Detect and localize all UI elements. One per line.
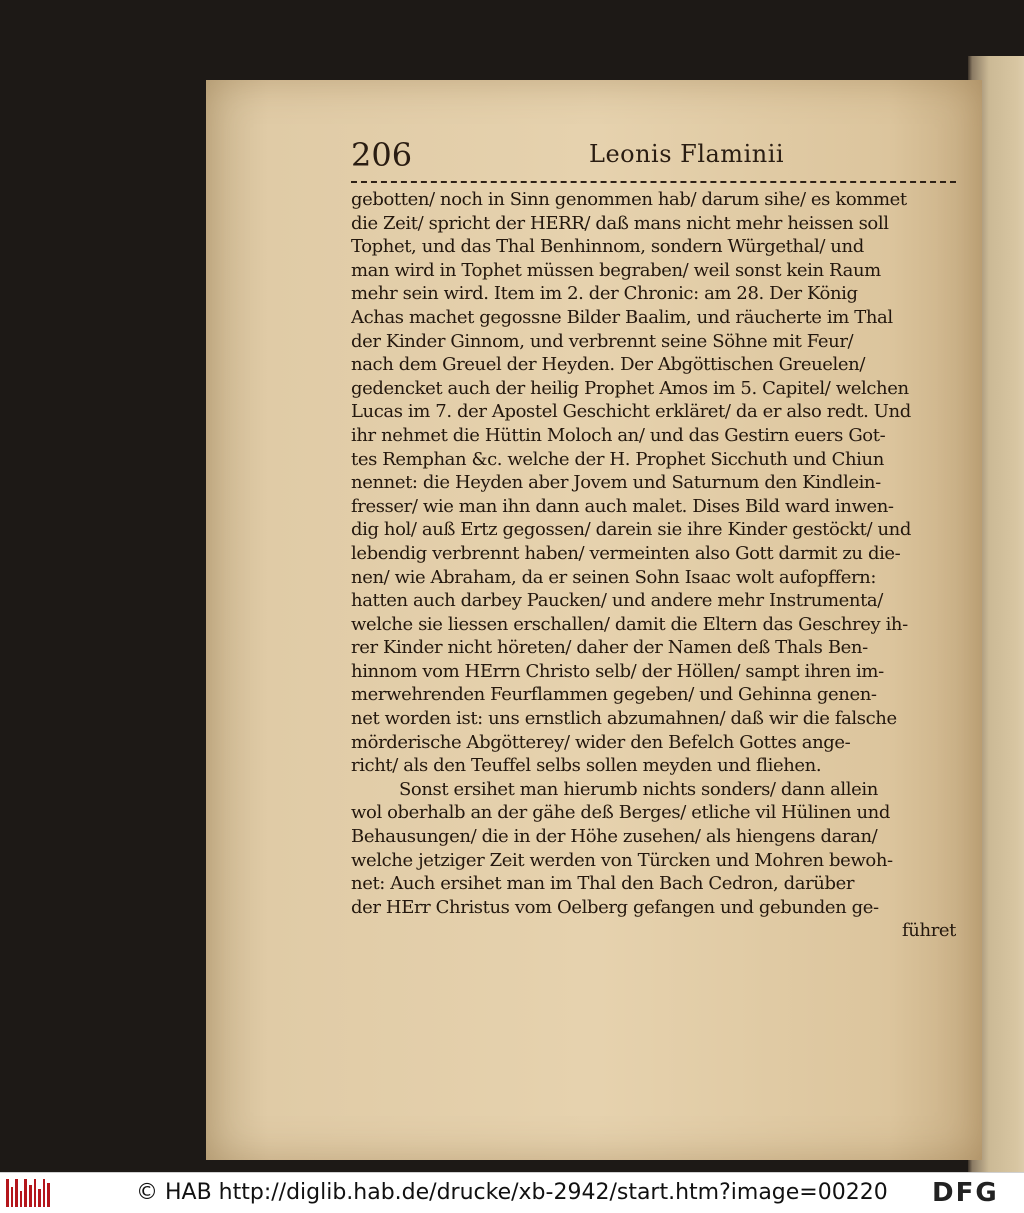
page-header	[351, 136, 956, 172]
text-line: man wird in Tophet müssen begraben/ weil sonst kein Raum	[351, 259, 881, 281]
catchword: führet	[902, 920, 956, 942]
source-credit-link[interactable]: © HAB http://diglib.hab.de/drucke/xb-2942/start.htm?image=00220	[136, 1180, 888, 1205]
text-line: tes Remphan &c. welche der H. Prophet Sicchuth und Chiun	[351, 448, 884, 470]
text-line: der HErr Christus vom Oelberg gefangen und gebunden ge-	[351, 896, 879, 918]
text-line: nach dem Greuel der Heyden. Der Abgöttischen Greuelen/	[351, 354, 866, 376]
text-line: merwehrenden Feurflammen gegeben/ und Gehinna genen-	[351, 684, 877, 706]
text-line: fresser/ wie man ihn dann auch malet. Dises Bild ward inwen-	[351, 495, 894, 517]
text-line: lebendig verbrennt haben/ vermeinten also Gott darmit zu die-	[351, 542, 901, 564]
text-line: richt/ als den Teuffel selbs sollen meyden und fliehen.	[351, 755, 822, 777]
text-line: Behausungen/ die in der Höhe zusehen/ als hiengens daran/	[351, 826, 878, 848]
text-line: Tophet, und das Thal Benhinnom, sondern Würgethal/ und	[351, 236, 864, 258]
text-line: net worden ist: uns ernstlich abzumahnen/ daß wir die falsche	[351, 708, 897, 730]
body-text	[351, 188, 956, 943]
text-line: mörderische Abgötterey/ wider den Befelch Gottes ange-	[351, 731, 851, 753]
page-number: 206	[351, 136, 413, 174]
text-line: rer Kinder nicht höreten/ daher der Namen deß Thals Ben-	[351, 637, 868, 659]
text-line: welche jetziger Zeit werden von Türcken und Mohren bewoh-	[351, 849, 893, 871]
text-line: mehr sein wird. Item im 2. der Chronic: am 28. Der König	[351, 283, 858, 305]
footer-bar	[0, 1172, 1024, 1213]
book-page	[206, 80, 982, 1160]
text-line: net: Auch ersihet man im Thal den Bach Cedron, darüber	[351, 873, 855, 895]
text-line: hinnom vom HErrn Christo selb/ der Höllen/ sampt ihren im-	[351, 660, 884, 682]
header-rule	[351, 181, 956, 183]
text-line: Sonst ersihet man hierumb nichts sonders/ dann allein	[399, 778, 878, 800]
text-line: Achas machet gegossne Bilder Baalim, und räucherte im Thal	[351, 306, 893, 328]
text-line: Lucas im 7. der Apostel Geschicht erkläret/ da er also redt. Und	[351, 401, 911, 423]
hab-logo-icon	[6, 1179, 50, 1207]
text-line: welche sie liessen erschallen/ damit die Eltern das Geschrey ih-	[351, 613, 908, 635]
text-line: wol oberhalb an der gähe deß Berges/ etliche vil Hülinen und	[351, 802, 890, 824]
text-line: dig hol/ auß Ertz gegossen/ darein sie ihre Kinder gestöckt/ und	[351, 519, 911, 541]
text-line: nen/ wie Abraham, da er seinen Sohn Isaac wolt aufopffern:	[351, 566, 877, 588]
text-line: gebotten/ noch in Sinn genommen hab/ darum sihe/ es kommet	[351, 189, 907, 210]
text-line: hatten auch darbey Paucken/ und andere mehr Instrumenta/	[351, 590, 883, 612]
text-line: nennet: die Heyden aber Jovem und Saturnum den Kindlein-	[351, 472, 881, 494]
text-line: die Zeit/ spricht der HERR/ daß mans nicht mehr heissen soll	[351, 212, 889, 234]
text-line: gedencket auch der heilig Prophet Amos im 5. Capitel/ welchen	[351, 377, 909, 399]
dfg-logo: DFG	[932, 1178, 999, 1208]
text-line: ihr nehmet die Hüttin Moloch an/ und das Gestirn euers Got-	[351, 424, 886, 446]
running-head: Leonis Flaminii	[589, 140, 785, 168]
text-line: der Kinder Ginnom, und verbrennt seine Söhne mit Feur/	[351, 330, 854, 352]
